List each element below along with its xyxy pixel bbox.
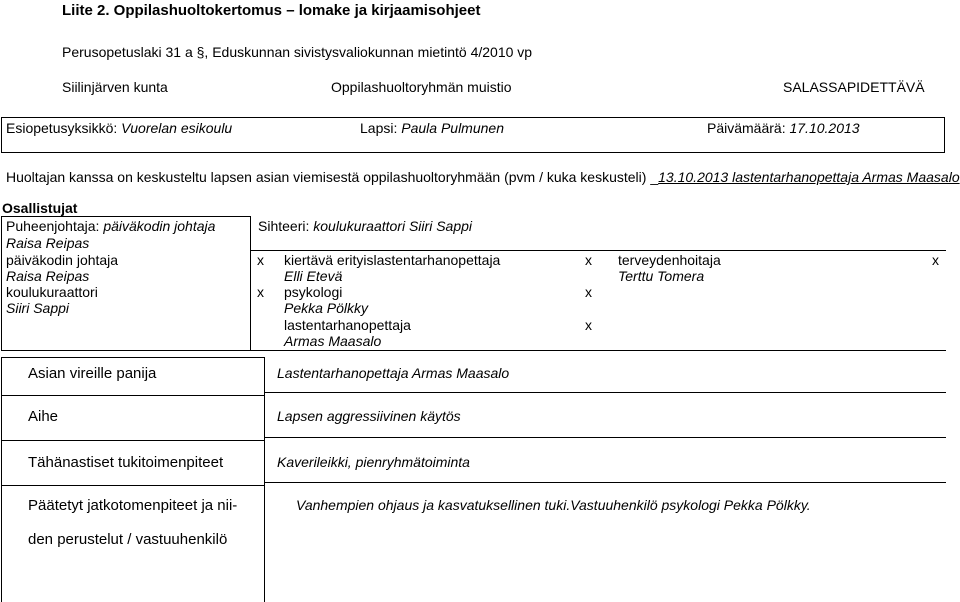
child-field: [360, 120, 504, 136]
participants-right-top-border: [250, 250, 946, 251]
participant-mark: x: [257, 284, 264, 300]
participant-role: psykologi: [284, 284, 343, 300]
participants-divider: [250, 216, 251, 350]
date-label: Päivämäärä:: [707, 120, 786, 136]
chair-role: päiväkodin johtaja: [103, 218, 216, 234]
participants-bottom-border: [1, 350, 250, 351]
secretary-field: [258, 218, 472, 234]
participants-heading: Osallistujat: [2, 200, 78, 216]
row-separator: [1, 357, 264, 358]
row-separator: [264, 392, 946, 393]
unit-field: [6, 120, 232, 136]
unit-label: Esiopetusyksikkö:: [6, 120, 118, 136]
participant-mark: x: [585, 317, 592, 333]
actions-value: Vanhempien ohjaus ja kasvatuksellinen tuki.Vastuuhenkilö psykologi Pekka Pölkky.: [296, 497, 811, 513]
participants-top-border: [1, 216, 250, 217]
secretary-role: koulukuraattori: [313, 218, 406, 234]
support-value: Kaverileikki, pienryhmätoiminta: [277, 454, 470, 470]
participant-mark: x: [257, 252, 264, 268]
guardian-value: 13.10.2013 lastentarhanopettaja Armas Maasalo: [658, 169, 960, 185]
row-separator: [264, 482, 946, 483]
chair-label: Puheenjohtaja:: [6, 218, 100, 234]
subject-value: Lapsen aggressiivinen käytös: [277, 408, 461, 424]
actions-label-line1: Päätetyt jatkotomenpiteet ja nii-: [28, 497, 238, 514]
guardian-underscore: _: [650, 169, 659, 185]
law-reference: Perusopetuslaki 31 a §, Eduskunnan sivistysvaliokunnan mietintö 4/2010 vp: [62, 44, 533, 60]
row-separator: [1, 395, 264, 396]
guardian-line: [6, 169, 960, 185]
initiator-value: Lastentarhanopettaja Armas Maasalo: [277, 365, 510, 381]
memo-title: Oppilashuoltoryhmän muistio: [331, 79, 512, 95]
confidential-label: SALASSAPIDETTÄVÄ: [783, 79, 925, 95]
participants-left-border: [1, 216, 2, 350]
secretary-label: Sihteeri:: [258, 218, 310, 234]
participant-name: Armas Maasalo: [284, 333, 382, 349]
chair-field: [6, 218, 215, 234]
participant-role: koulukuraattori: [6, 284, 98, 300]
document-title: Liite 2. Oppilashuoltokertomus – lomake ja kirjaamisohjeet: [62, 2, 481, 19]
initiator-label: Asian vireille panija: [28, 365, 157, 382]
participants-right-bottom-border: [250, 350, 946, 351]
participant-mark: x: [585, 284, 592, 300]
chair-name: Raisa Reipas: [6, 235, 90, 251]
date-value: 17.10.2013: [789, 120, 860, 136]
participant-name: Raisa Reipas: [6, 268, 90, 284]
row-separator: [264, 437, 946, 438]
actions-label-line2: den perustelut / vastuuhenkilö: [28, 531, 228, 548]
municipality: Siilinjärven kunta: [62, 79, 168, 95]
row-separator: [1, 485, 264, 486]
participant-role: terveydenhoitaja: [618, 252, 721, 268]
date-field: [707, 120, 860, 136]
participant-mark: x: [932, 252, 939, 268]
child-value: Paula Pulmunen: [401, 120, 504, 136]
secretary-name: Siiri Sappi: [408, 218, 472, 234]
participant-name: Pekka Pölkky: [284, 300, 369, 316]
unit-value: Vuorelan esikoulu: [121, 120, 233, 136]
participant-name: Elli Etevä: [284, 268, 343, 284]
row-separator: [1, 440, 264, 441]
rows-divider: [264, 357, 265, 602]
participant-mark: x: [585, 252, 592, 268]
guardian-text: Huoltajan kanssa on keskusteltu lapsen asian viemisestä oppilashuoltoryhmään (pvm / kuka keskusteli): [6, 169, 647, 185]
support-label: Tähänastiset tukitoimenpiteet: [28, 454, 224, 471]
subject-label: Aihe: [28, 408, 59, 425]
participant-role: lastentarhanopettaja: [284, 317, 411, 333]
participant-name: Siiri Sappi: [6, 300, 70, 316]
participant-name: Terttu Tomera: [618, 268, 705, 284]
child-label: Lapsi:: [360, 120, 398, 136]
participant-role: kiertävä erityislastentarhanopettaja: [284, 252, 501, 268]
participant-role: päiväkodin johtaja: [6, 252, 119, 268]
rows-left-border: [1, 357, 2, 602]
